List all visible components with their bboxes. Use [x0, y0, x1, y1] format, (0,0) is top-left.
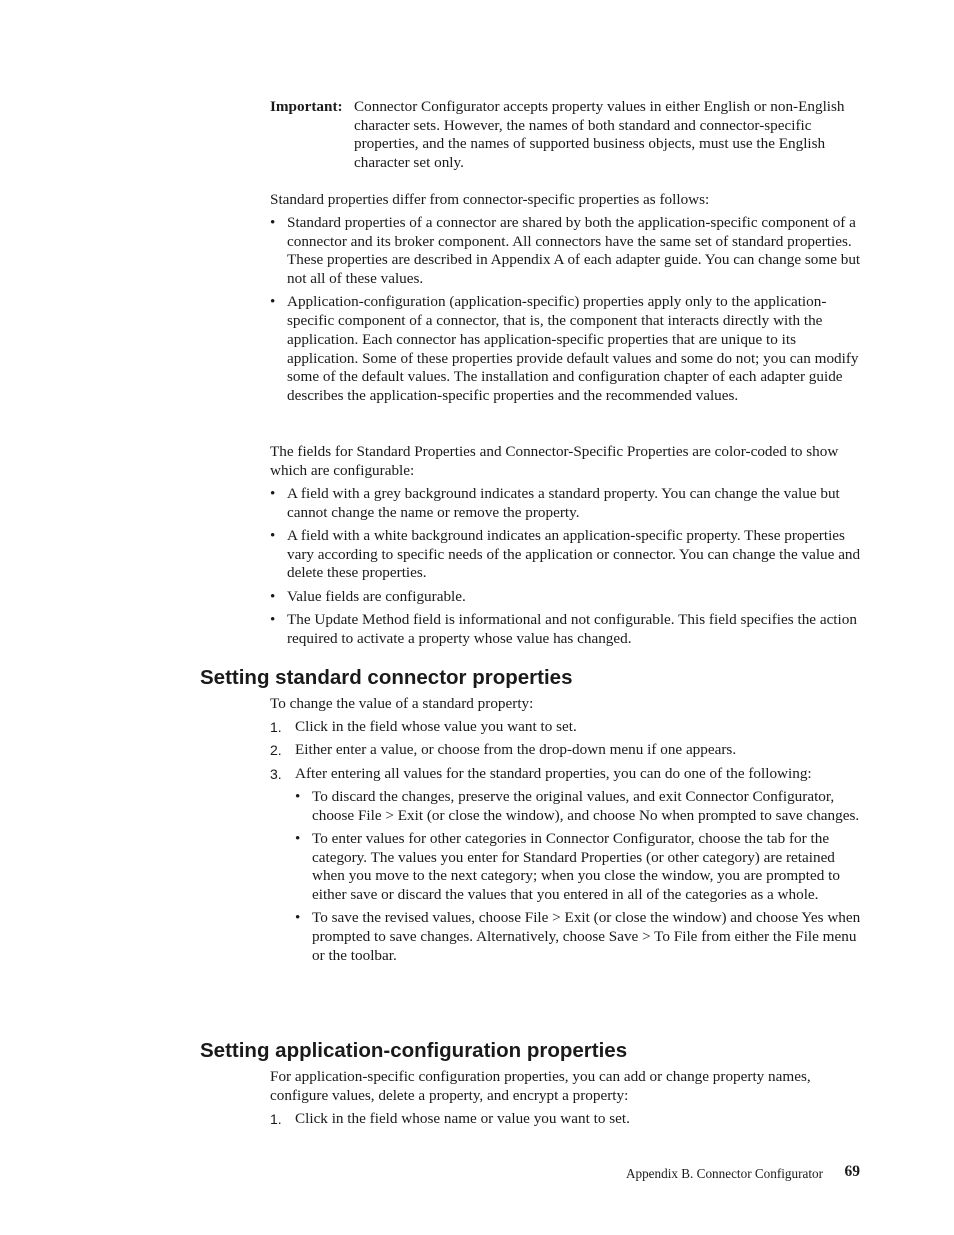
important-label: Important:	[270, 98, 343, 115]
step-item: 2. Either enter a value, or choose from the drop-down menu if one appears.	[270, 741, 737, 759]
step-item: 1. Click in the field whose value you want to set.	[270, 718, 577, 735]
numbered-steps-2	[270, 1110, 862, 1133]
bullet-icon: •	[270, 214, 276, 231]
numbered-steps-1	[270, 718, 862, 970]
sub-list-item: • To discard the changes, preserve the original values, and exit Connector Configurator, choose File > Exit (or close the window), and choose No when prompted to save changes.	[295, 788, 860, 824]
bullet-icon: •	[270, 485, 276, 502]
step-number: 3.	[270, 765, 282, 782]
bullet-list-2	[270, 485, 862, 653]
section-heading-application-properties: Setting application-configuration properties	[200, 1039, 628, 1062]
list-item: • The Update Method field is informational and not configurable. This field specifies the action required to activate a property whose value has changed.	[270, 611, 857, 647]
step-item: 1. Click in the field whose name or value you want to set.	[270, 1110, 630, 1127]
footer-chapter-title: Appendix B. Connector Configurator	[625, 1166, 823, 1181]
bullet-icon: •	[270, 527, 276, 544]
intro-paragraph-2: The fields for Standard Properties and Connector-Specific Properties are color-coded to show which are configurable:	[270, 443, 839, 479]
sub-bullet-list	[295, 788, 862, 966]
bullet-icon: •	[295, 830, 301, 848]
list-item: • Value fields are configurable.	[270, 587, 466, 605]
step-number: 1.	[270, 1111, 282, 1127]
page-number: 69	[844, 1163, 860, 1180]
section-1-intro: To change the value of a standard property:	[270, 695, 534, 712]
bullet-icon: •	[295, 788, 301, 806]
step-item: 3. After entering all values for the standard properties, you can do one of the following: • To discard the changes, preserve the original values, and exit Connector Configurator, choose File > Exit (or close the window), and choose No when prompted to save changes. • To enter values for other categories in Connector Configurator, choose the tab for the category. The values you enter for Standard Properties (or other category) are retained when you move to the next category; when you close the window, you are prompted to either save or discard the values that you entered in all of the categories as a whole. • To save the revised values, choose File > Exit (or close the window) and choose Yes when prompted to save changes. Alternatively, choose Save > To File from either the File menu or the toolbar.	[270, 764, 861, 964]
sub-list-item: • To save the revised values, choose File > Exit (or close the window) and choose Yes when prompted to save changes. Alternatively, choose Save > To File from either the File menu or the toolbar.	[295, 909, 861, 964]
sub-list-item: • To enter values for other categories in Connector Configurator, choose the tab for the category. The values you enter for Standard Properties (or other category) are retained when you move to the next category; when you close the window, you are prompted to either save or discard the values that you entered in all of the categories as a whole.	[295, 830, 840, 904]
list-item: • Standard properties of a connector are shared by both the application-specific component of a connector and its broker component. All connectors have the same set of standard properties. These properties are described in Appendix A of each adapter guide. You can change some but not all of these values.	[270, 214, 861, 288]
bullet-icon: •	[270, 293, 276, 311]
list-item: • Application-configuration (application-specific) properties apply only to the application-specific component of a connector, that is, the component that interacts directly with the application. Each connector has application-specific properties that are unique to its application. Some of these properties provide default values and some do not; you can modify some of the default values. The installation and configuration chapter of each adapter guide describes the application-specific properties and the recommended values.	[270, 293, 859, 404]
list-item: • A field with a white background indicates an application-specific property. These properties vary according to specific needs of the application or connector. You can change the value and delete these properties.	[270, 527, 861, 582]
step-number: 2.	[270, 742, 282, 759]
intro-paragraph-1: Standard properties differ from connector-specific properties as follows:	[270, 191, 710, 208]
section-2-intro: For application-specific configuration properties, you can add or change property names, configure values, delete a property, and encrypt a property:	[270, 1068, 811, 1104]
bullet-icon: •	[270, 611, 276, 628]
list-item: • A field with a grey background indicates a standard property. You can change the value but cannot change the name or remove the property.	[270, 485, 840, 521]
section-heading-standard-properties: Setting standard connector properties	[200, 666, 573, 689]
bullet-icon: •	[295, 909, 301, 927]
step-number: 1.	[270, 719, 282, 735]
bullet-icon: •	[270, 587, 276, 605]
important-note	[270, 98, 860, 172]
important-text: Connector Configurator accepts property values in either English or non-English character sets. However, the names of both standard and connector-specific properties, and the names of supported business objects, must use the English character set only.	[354, 98, 845, 171]
bullet-list-1	[270, 214, 862, 410]
